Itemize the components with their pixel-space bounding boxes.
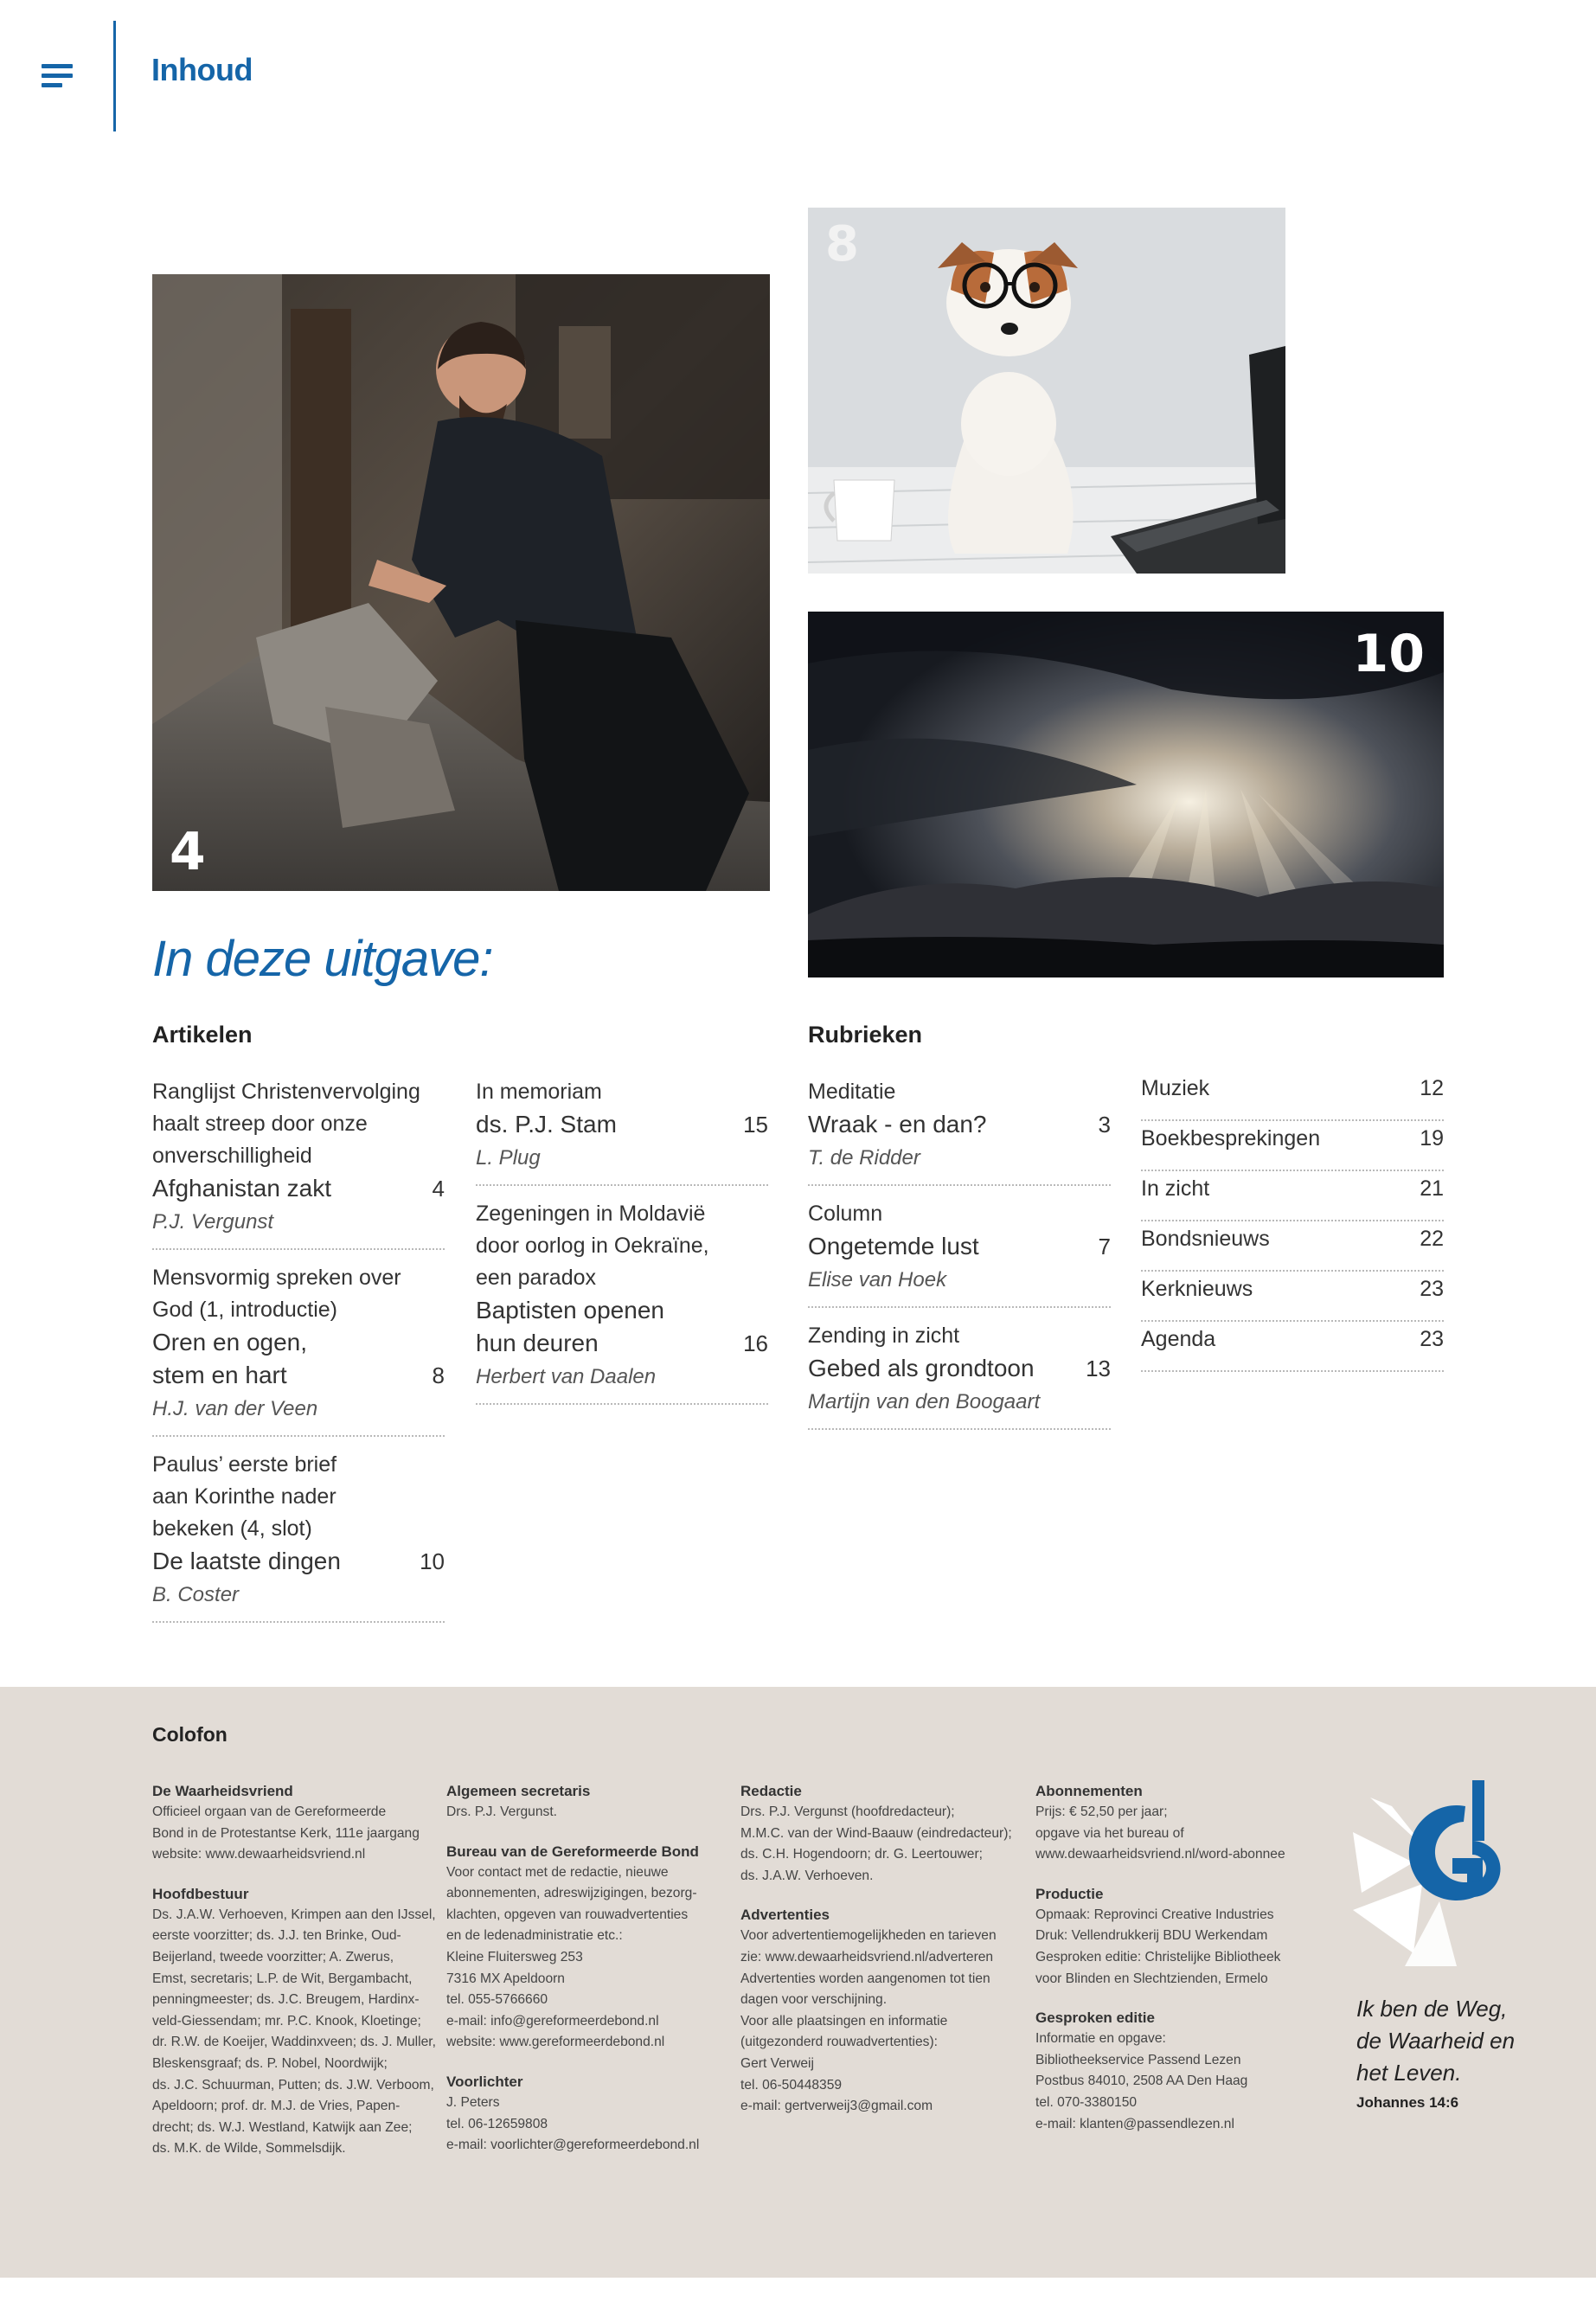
entry-kicker: Ranglijst Christenvervolging	[152, 1080, 420, 1104]
colophon-line: Bond in de Protestantse Kerk, 111e jaargang	[152, 1825, 420, 1841]
page-number: 13	[1086, 1356, 1111, 1381]
entry-kicker: onverschilligheid	[152, 1144, 312, 1168]
colophon-column-4	[1035, 1780, 1312, 2152]
colophon-line: e-mail: info@gereformeerdebond.nl	[446, 2013, 659, 2029]
rubriek-label: Kerknieuws	[1141, 1277, 1253, 1301]
colophon-line: Voor contact met de redactie, nieuwe	[446, 1864, 669, 1880]
colophon-block	[152, 1780, 429, 1866]
entry-author: T. de Ridder	[808, 1146, 920, 1170]
page-number: 8	[432, 1362, 445, 1388]
article-photo-sky[interactable]	[808, 612, 1444, 977]
colophon-line: Emst, secretaris; L.P. de Wit, Bergambacht,	[152, 1971, 413, 1986]
colophon	[0, 1687, 1596, 2278]
toc-entry[interactable]	[476, 1198, 768, 1405]
bible-quote	[1356, 1993, 1515, 2112]
toc-entry[interactable]	[808, 1320, 1111, 1430]
entry-kicker: aan Korinthe nader	[152, 1484, 337, 1509]
entry-kicker: Zending in zicht	[808, 1324, 960, 1348]
colophon-column-3	[740, 1780, 1017, 2135]
entry-title: Ongetemde lust	[808, 1233, 979, 1259]
colophon-line: e-mail: klanten@passendlezen.nl	[1035, 2116, 1234, 2131]
entry-author: P.J. Vergunst	[152, 1210, 274, 1234]
colophon-line: ds. J.A.W. Verhoeven.	[740, 1868, 874, 1883]
page-number: 15	[743, 1112, 768, 1138]
page-number: 3	[1098, 1112, 1111, 1138]
photo-page-number: 8	[825, 216, 859, 272]
colophon-block-heading: Productie	[1035, 1885, 1104, 1902]
colophon-line: dr. R.W. de Koeijer, Waddinxveen; ds. J. Muller,	[152, 2035, 436, 2050]
entry-title-row	[808, 1352, 1111, 1385]
colophon-line: e-mail: gertverweij3@gmail.com	[740, 2099, 933, 2114]
toc-entry[interactable]	[152, 1076, 445, 1250]
entry-author: Elise van Hoek	[808, 1268, 947, 1292]
entry-kicker: Paulus’ eerste brief	[152, 1452, 337, 1477]
colophon-line: zie: www.dewaarheidsvriend.nl/adverteren	[740, 1949, 994, 1965]
artikelen-column-1	[152, 1076, 445, 1635]
entry-author: B. Coster	[152, 1583, 240, 1606]
colophon-title: Colofon	[152, 1723, 228, 1746]
photo-page-number: 10	[1352, 624, 1425, 684]
colophon-line: en de ledenadministratie etc.:	[446, 1928, 623, 1944]
colophon-line: drecht; ds. W.J. Westland, Katwijk aan Zee;	[152, 2119, 413, 2135]
rubrieken-list-column	[1141, 1071, 1444, 1372]
colophon-line: Advertenties worden aangenomen tot tien	[740, 1971, 990, 1986]
entry-title: Afghanistan zakt	[152, 1175, 332, 1202]
rubriek-item[interactable]	[1141, 1171, 1444, 1221]
page-number: 12	[1420, 1076, 1444, 1100]
rubriek-label: Bondsnieuws	[1141, 1227, 1270, 1251]
colophon-block	[446, 2071, 723, 2157]
rubriek-item[interactable]	[1141, 1221, 1444, 1272]
colophon-block	[1035, 1780, 1312, 1866]
colophon-block	[740, 1780, 1017, 1887]
colophon-line: ds. J.C. Schuurman, Putten; ds. J.W. Verboom,	[152, 2077, 434, 2093]
colophon-block	[152, 1883, 436, 2160]
colophon-line: Voor advertentiemogelijkheden en tarieven	[740, 1928, 997, 1944]
entry-title-row	[152, 1172, 445, 1205]
rubriek-label: Agenda	[1141, 1327, 1216, 1351]
entry-kicker: haalt streep door onze	[152, 1112, 368, 1136]
colophon-line: Opmaak: Reprovinci Creative Industries	[1035, 1907, 1274, 1922]
entry-title-row	[808, 1230, 1111, 1263]
colophon-line: abonnementen, adreswijzigingen, bezorg-	[446, 1886, 697, 1901]
colophon-column-2	[446, 1780, 723, 2174]
colophon-line: tel. 055-5766660	[446, 1992, 548, 2008]
colophon-line: tel. 070-3380150	[1035, 2094, 1138, 2110]
toc-entry[interactable]	[476, 1076, 768, 1186]
entry-kicker: bekeken (4, slot)	[152, 1516, 312, 1541]
colophon-line: tel. 06-50448359	[740, 2077, 843, 2093]
colophon-line: Postbus 84010, 2508 AA Den Haag	[1035, 2073, 1248, 2089]
artikelen-column-2	[476, 1076, 768, 1417]
entry-kicker: een paradox	[476, 1266, 597, 1290]
page-number: 10	[420, 1548, 445, 1574]
page-number: 7	[1098, 1234, 1111, 1259]
colophon-block	[1035, 1883, 1312, 1990]
colophon-line: ds. C.H. Hogendoorn; dr. G. Leertouwer;	[740, 1847, 983, 1862]
entry-author: L. Plug	[476, 1146, 541, 1170]
colophon-block	[446, 1841, 723, 2054]
rubrieken-featured-column	[808, 1076, 1111, 1442]
rubriek-item[interactable]	[1141, 1071, 1444, 1121]
colophon-line: Ds. J.A.W. Verhoeven, Krimpen aan den IJssel,	[152, 1907, 436, 1922]
colophon-line: (uitgezonderd rouwadvertenties):	[740, 2035, 938, 2050]
colophon-block-heading: Redactie	[740, 1783, 802, 1799]
colophon-block	[446, 1780, 723, 1823]
entry-kicker: Meditatie	[808, 1080, 896, 1104]
colophon-line: Voor alle plaatsingen en informatie	[740, 2013, 948, 2029]
colophon-line: e-mail: voorlichter@gereformeerdebond.nl	[446, 2138, 700, 2153]
rubriek-item[interactable]	[1141, 1322, 1444, 1372]
colophon-line: M.M.C. van der Wind-Baauw (eindredacteur);	[740, 1825, 1012, 1841]
colophon-line: Gesproken editie: Christelijke Bibliotheek	[1035, 1949, 1281, 1965]
page-number: 23	[1420, 1327, 1444, 1351]
entry-title-row	[476, 1327, 768, 1360]
colophon-line: Druk: Vellendrukkerij BDU Werkendam	[1035, 1928, 1268, 1944]
entry-title: hun deuren	[476, 1330, 599, 1356]
quote-reference: Johannes 14:6	[1356, 2094, 1459, 2111]
colophon-block-heading: Voorlichter	[446, 2073, 523, 2090]
article-photo-war-ruins[interactable]	[152, 274, 770, 891]
entry-author: Herbert van Daalen	[476, 1365, 657, 1388]
colophon-line: veld-Giessendam; mr. P.C. Knook, Kloetinge;	[152, 2013, 421, 2029]
entry-title-row	[152, 1326, 445, 1359]
entry-author: Martijn van den Boogaart	[808, 1390, 1041, 1413]
entry-title: Baptisten openen	[476, 1297, 664, 1324]
entry-kicker: Zegeningen in Moldavië	[476, 1202, 706, 1226]
menu-icon[interactable]	[42, 64, 73, 90]
article-photo-dog[interactable]	[808, 208, 1285, 574]
colophon-line: Drs. P.J. Vergunst.	[446, 1804, 557, 1819]
colophon-line: Prijs: € 52,50 per jaar;	[1035, 1804, 1168, 1819]
colophon-line: voor Blinden en Slechtzienden, Ermelo	[1035, 1971, 1268, 1986]
gb-logo-icon	[1353, 1780, 1526, 1966]
entry-kicker: Mensvormig spreken over	[152, 1266, 401, 1290]
page-number: 22	[1420, 1227, 1444, 1251]
quote-line: de Waarheid en	[1356, 2028, 1516, 2054]
quote-line: het Leven.	[1356, 2060, 1462, 2086]
entry-title: Gebed als grondtoon	[808, 1355, 1035, 1381]
toc-entry[interactable]	[152, 1262, 445, 1437]
entry-title-row	[476, 1294, 768, 1327]
colophon-line: website: www.dewaarheidsvriend.nl	[152, 1847, 366, 1862]
colophon-line: ds. M.K. de Wilde, Sommelsdijk.	[152, 2141, 346, 2157]
colophon-block-heading: Bureau van de Gereformeerde Bond	[446, 1843, 699, 1860]
colophon-line: Informatie en opgave:	[1035, 2031, 1166, 2047]
colophon-line: penningmeester; ds. J.C. Breugem, Hardinx-	[152, 1992, 420, 2008]
entry-title: stem en hart	[152, 1362, 287, 1388]
colophon-line: eerste voorzitter; ds. J.J. ten Brinke, Oud-	[152, 1928, 401, 1944]
colophon-line: Officieel orgaan van de Gereformeerde	[152, 1804, 387, 1819]
toc-entry[interactable]	[152, 1449, 445, 1623]
page-number: 16	[743, 1330, 768, 1356]
colophon-block-heading: Advertenties	[740, 1907, 830, 1924]
colophon-block-heading: Abonnementen	[1035, 1783, 1143, 1799]
artikelen-heading: Artikelen	[152, 1022, 253, 1048]
entry-kicker: In memoriam	[476, 1080, 602, 1104]
colophon-line: opgave via het bureau of	[1035, 1825, 1184, 1841]
page-title[interactable]: Inhoud	[151, 52, 253, 87]
colophon-block	[740, 1904, 1017, 2117]
toc-entry[interactable]	[808, 1076, 1111, 1186]
toc-entry[interactable]	[808, 1198, 1111, 1308]
colophon-block-heading: Algemeen secretaris	[446, 1783, 591, 1799]
rubrieken-heading: Rubrieken	[808, 1022, 923, 1048]
entry-title: Wraak - en dan?	[808, 1111, 987, 1138]
rubriek-label: Muziek	[1141, 1076, 1210, 1100]
colophon-block-heading: Gesproken editie	[1035, 2009, 1155, 2027]
colophon-line: dagen voor verschijning.	[740, 1992, 888, 2008]
photo-page-number: 4	[170, 822, 206, 882]
entry-title-row	[476, 1108, 768, 1141]
rubriek-item[interactable]	[1141, 1272, 1444, 1322]
entry-author: H.J. van der Veen	[152, 1397, 318, 1420]
rubriek-label: In zicht	[1141, 1176, 1210, 1201]
colophon-column-1	[152, 1780, 436, 2177]
colophon-line: website: www.gereformeerdebond.nl	[446, 2035, 665, 2050]
colophon-line: www.dewaarheidsvriend.nl/word-abonnee	[1035, 1847, 1285, 1862]
colophon-line: Bibliotheekservice Passend Lezen	[1035, 2052, 1241, 2067]
colophon-line: J. Peters	[446, 2094, 500, 2110]
rubriek-item[interactable]	[1141, 1121, 1444, 1171]
colophon-line: klachten, opgeven van rouwadvertenties	[446, 1907, 689, 1922]
colophon-block	[1035, 2007, 1312, 2135]
colophon-line: Apeldoorn; prof. dr. M.J. de Vries, Papen-	[152, 2099, 401, 2114]
entry-kicker: door oorlog in Oekraïne,	[476, 1234, 709, 1258]
page-number: 19	[1420, 1126, 1444, 1150]
colophon-line: 7316 MX Apeldoorn	[446, 1971, 565, 1986]
header-divider	[113, 21, 116, 131]
colophon-line: Gert Verweij	[740, 2055, 814, 2071]
page-number: 4	[432, 1176, 445, 1202]
entry-title: Oren en ogen,	[152, 1329, 308, 1356]
colophon-block-heading: Hoofdbestuur	[152, 1885, 249, 1902]
entry-kicker: Column	[808, 1202, 883, 1226]
colophon-block-heading: De Waarheidsvriend	[152, 1783, 293, 1799]
quote-line: Ik ben de Weg,	[1356, 1996, 1508, 2022]
entry-title: De laatste dingen	[152, 1548, 341, 1574]
colophon-line: Drs. P.J. Vergunst (hoofdredacteur);	[740, 1804, 955, 1819]
page-number: 23	[1420, 1277, 1444, 1301]
colophon-line: Beijerland, tweede voorzitter; A. Zwerus,	[152, 1949, 394, 1965]
entry-title: ds. P.J. Stam	[476, 1111, 617, 1138]
entry-title-row	[152, 1545, 445, 1578]
colophon-line: tel. 06-12659808	[446, 2116, 548, 2131]
entry-kicker: God (1, introductie)	[152, 1298, 337, 1322]
entry-title-row	[152, 1359, 445, 1392]
issue-heading: In deze uitgave:	[152, 931, 493, 987]
entry-title-row	[808, 1108, 1111, 1141]
page-number: 21	[1420, 1176, 1444, 1201]
rubriek-label: Boekbesprekingen	[1141, 1126, 1321, 1150]
colophon-line: Bleskensgraaf; ds. P. Nobel, Noordwijk;	[152, 2055, 388, 2071]
colophon-line: Kleine Fluitersweg 253	[446, 1949, 583, 1965]
